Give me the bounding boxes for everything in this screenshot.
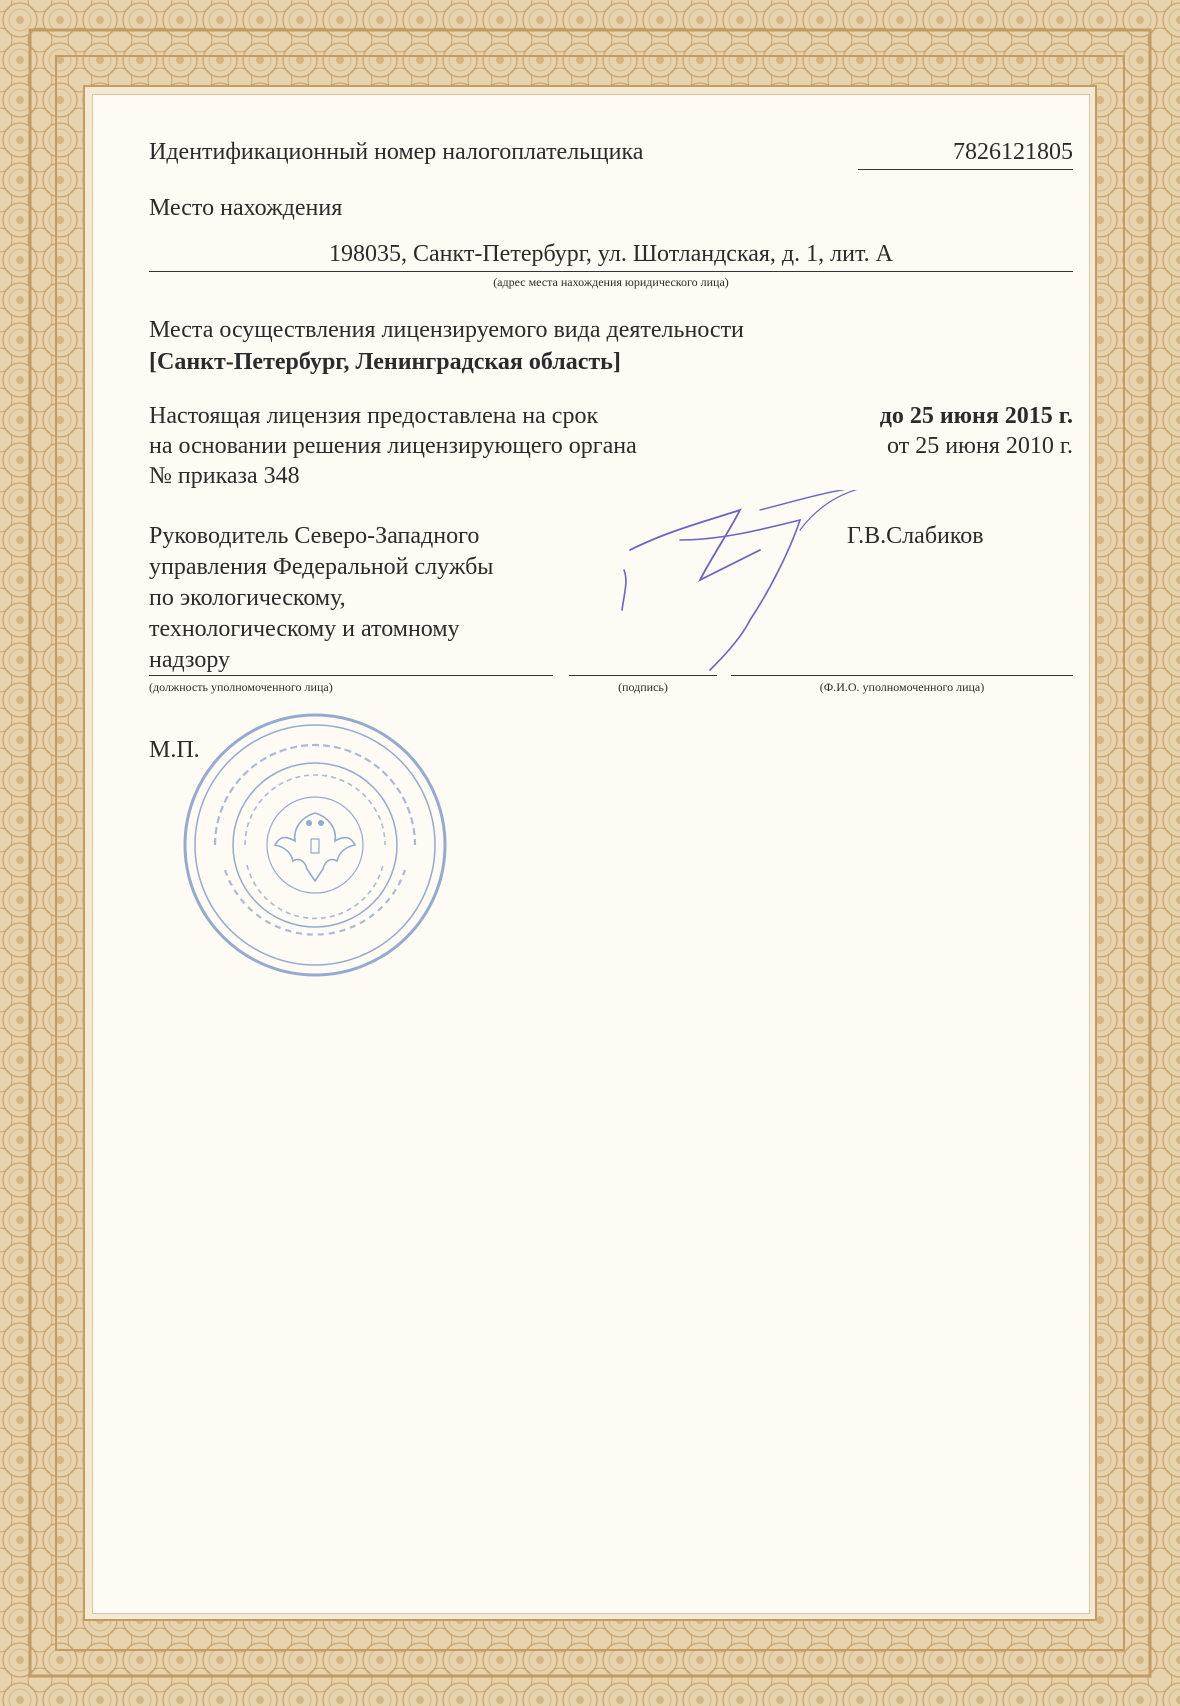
address-caption: (адрес места нахождения юридического лица): [493, 275, 729, 289]
activity-label: Места осуществления лицензируемого вида деятельности: [149, 317, 744, 343]
position-line: по экологическому,: [149, 585, 346, 611]
seal-label: М.П.: [149, 737, 200, 763]
inn-underline: [858, 169, 1073, 170]
position-line: технологическому и атомному: [149, 616, 460, 642]
term-value: до 25 июня 2015 г.: [879, 403, 1073, 429]
official-stamp-icon: [175, 705, 455, 985]
location-address: 198035, Санкт-Петербург, ул. Шотландская, д. 1, лит. А: [329, 241, 893, 267]
signature-caption: (подпись): [618, 680, 668, 694]
name-caption: (Ф.И.О. уполномоченного лица): [819, 680, 985, 694]
decision-label: на основании решения лицензирующего органа: [149, 433, 637, 459]
position-line: управления Федеральной службы: [149, 554, 494, 580]
position-line: надзору: [149, 647, 231, 673]
position-underline: [149, 675, 553, 676]
signature-icon: [600, 490, 900, 690]
position-caption: (должность уполномоченного лица): [149, 680, 333, 694]
signatory-name: Г.В.Слабиков: [847, 523, 984, 549]
location-label: Место нахождения: [149, 195, 343, 221]
address-underline: [149, 271, 1073, 272]
order-number: № приказа 348: [149, 463, 300, 489]
inn-value: 7826121805: [953, 139, 1073, 165]
activity-value: [Санкт-Петербург, Ленинградская область]: [149, 349, 621, 375]
decision-date: от 25 июня 2010 г.: [887, 433, 1073, 459]
position-line: Руководитель Северо-Западного: [149, 523, 480, 549]
inn-label: Идентификационный номер налогоплательщика: [149, 139, 644, 165]
term-label: Настоящая лицензия предоставлена на срок: [149, 403, 599, 429]
